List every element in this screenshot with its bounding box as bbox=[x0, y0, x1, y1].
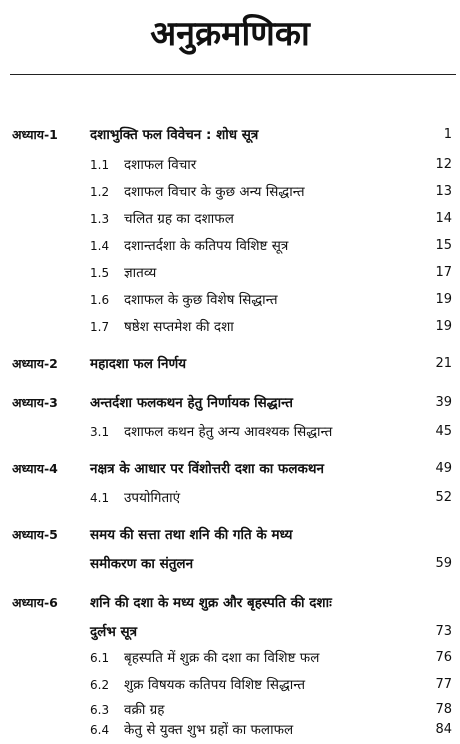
chapter-title: नक्षत्र के आधार पर विंशोत्तरी दशा का फलकथन bbox=[90, 461, 324, 477]
chapter-label: अध्याय-5 bbox=[12, 527, 58, 542]
toc-chapter-row bbox=[0, 352, 460, 376]
toc-section-row bbox=[0, 420, 460, 444]
page-number: 39 bbox=[435, 395, 452, 410]
page-number: 1 bbox=[443, 127, 452, 142]
toc-section-row bbox=[0, 486, 460, 510]
chapter-title: महादशा फल निर्णय bbox=[90, 356, 187, 372]
section-title: वक्री ग्रह bbox=[124, 702, 165, 718]
section-title: षष्ठेश सप्तमेश की दशा bbox=[124, 319, 234, 335]
chapter-title: समय की सत्ता तथा शनि की गति के मध्य bbox=[90, 527, 293, 543]
toc-chapter-row bbox=[0, 591, 460, 615]
page-number: 15 bbox=[435, 238, 452, 253]
page-number: 73 bbox=[435, 624, 452, 639]
section-number: 4.1 bbox=[90, 491, 110, 505]
toc-section-row bbox=[0, 180, 460, 204]
section-number: 1.7 bbox=[90, 320, 110, 334]
toc-section-row bbox=[0, 673, 460, 697]
section-title: केतु से युक्त शुभ ग्रहों का फलाफल bbox=[124, 722, 294, 738]
section-title: बृहस्पति में शुक्र की दशा का विशिष्ट फल bbox=[124, 650, 320, 666]
chapter-label: अध्याय-4 bbox=[12, 461, 58, 476]
section-number: 1.3 bbox=[90, 212, 110, 226]
chapter-label: अध्याय-1 bbox=[12, 127, 58, 142]
section-title: दशाफल विचार के कुछ अन्य सिद्धान्त bbox=[124, 184, 305, 200]
section-number: 6.2 bbox=[90, 678, 110, 692]
section-title: चलित ग्रह का दशाफल bbox=[124, 211, 234, 227]
toc-section-row bbox=[0, 288, 460, 312]
chapter-title: अन्तर्दशा फलकथन हेतु निर्णायक सिद्धान्त bbox=[90, 395, 293, 411]
toc-chapter-row bbox=[0, 523, 460, 547]
section-number: 6.4 bbox=[90, 723, 110, 737]
section-title: दशान्तर्दशा के कतिपय विशिष्ट सूत्र bbox=[124, 238, 289, 254]
toc-section-row bbox=[0, 207, 460, 231]
section-number: 3.1 bbox=[90, 425, 110, 439]
section-title: दशाफल कथन हेतु अन्य आवश्यक सिद्धान्त bbox=[124, 424, 333, 440]
section-title: दशाफल विचार bbox=[124, 157, 197, 173]
toc-section-row bbox=[0, 261, 460, 285]
toc-chapter-row bbox=[0, 123, 460, 147]
section-number: 6.1 bbox=[90, 651, 110, 665]
page-number: 13 bbox=[435, 184, 452, 199]
page-number: 14 bbox=[435, 211, 452, 226]
section-title: ज्ञातव्य bbox=[124, 265, 157, 281]
page-number: 49 bbox=[435, 461, 452, 476]
page-number: 45 bbox=[435, 424, 452, 439]
toc-section-row bbox=[0, 315, 460, 339]
toc-chapter-continuation bbox=[0, 552, 460, 576]
chapter-title: शनि की दशा के मध्य शुक्र और बृहस्पति की दशाः bbox=[90, 595, 332, 611]
page-number: 19 bbox=[435, 319, 452, 334]
toc-chapter-row bbox=[0, 391, 460, 415]
toc-section-row bbox=[0, 646, 460, 670]
chapter-label: अध्याय-2 bbox=[12, 356, 58, 371]
chapter-title-continuation: समीकरण का संतुलन bbox=[90, 556, 194, 572]
page-number: 19 bbox=[435, 292, 452, 307]
page-number: 77 bbox=[435, 677, 452, 692]
section-number: 1.6 bbox=[90, 293, 110, 307]
toc-section-row bbox=[0, 234, 460, 258]
section-number: 1.4 bbox=[90, 239, 110, 253]
section-number: 6.3 bbox=[90, 703, 110, 717]
title-divider bbox=[10, 74, 456, 75]
toc-chapter-row bbox=[0, 457, 460, 481]
section-title: शुक्र विषयक कतिपय विशिष्ट सिद्धान्त bbox=[124, 677, 306, 693]
section-number: 1.1 bbox=[90, 158, 110, 172]
chapter-label: अध्याय-6 bbox=[12, 595, 58, 610]
chapter-title-continuation: दुर्लभ सूत्र bbox=[90, 624, 138, 640]
section-title: उपयोगिताएं bbox=[124, 490, 181, 506]
page-number: 76 bbox=[435, 650, 452, 665]
toc-section-row bbox=[0, 153, 460, 177]
section-title: दशाफल के कुछ विशेष सिद्धान्त bbox=[124, 292, 278, 308]
page-number: 17 bbox=[435, 265, 452, 280]
page-number: 59 bbox=[435, 556, 452, 571]
section-number: 1.5 bbox=[90, 266, 110, 280]
page-number: 78 bbox=[435, 702, 452, 717]
page-title: अनुक्रमणिका bbox=[150, 14, 310, 54]
section-number: 1.2 bbox=[90, 185, 110, 199]
chapter-title: दशाभुक्ति फल विवेचन : शोध सूत्र bbox=[90, 127, 259, 143]
chapter-label: अध्याय-3 bbox=[12, 395, 58, 410]
page-number: 52 bbox=[435, 490, 452, 505]
page-number: 21 bbox=[435, 356, 452, 371]
toc-section-row bbox=[0, 718, 460, 742]
page-number: 12 bbox=[435, 157, 452, 172]
toc-chapter-continuation bbox=[0, 620, 460, 644]
page-number: 84 bbox=[435, 722, 452, 737]
